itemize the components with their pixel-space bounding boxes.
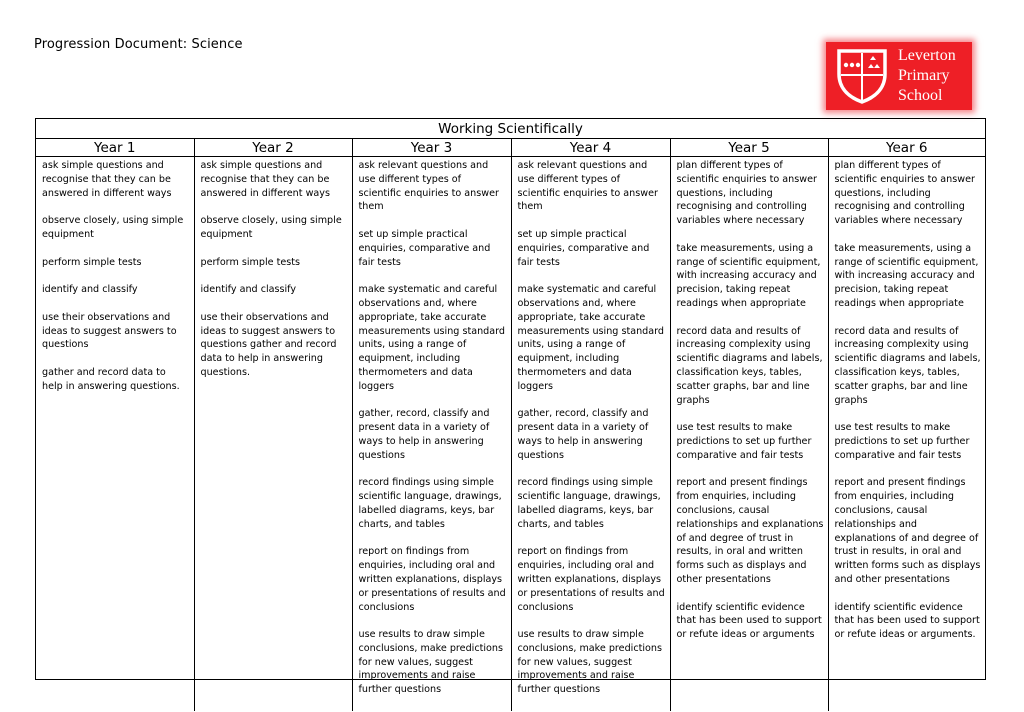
year-header: Year 2 xyxy=(194,139,352,157)
objective-item: use their observations and ideas to suggest answers to questions xyxy=(42,311,177,351)
objective-item: report on findings from enquiries, including oral and written explanations, displays or presentations of results and conclusions xyxy=(358,546,506,613)
year-header: Year 5 xyxy=(670,139,828,157)
year-column xyxy=(511,157,670,711)
logo-text xyxy=(898,46,956,106)
objective-item: gather and record data to help in answering questions. xyxy=(42,366,180,392)
objective-item: use results to draw simple conclusions, make predictions for new values, suggest improvements and raise further questions xyxy=(517,629,662,696)
objective-item: use their observations and ideas to suggest answers to questions gather and record data to help in answering questions. xyxy=(200,311,337,378)
objective-item: identify scientific evidence that has been used to support or refute ideas or arguments. xyxy=(834,601,980,641)
objective-item: report and present findings from enquiries, including conclusions, causal relationships and explanations of and degree of trust in results, in oral and written forms such as displays and other presentations xyxy=(676,477,824,585)
objective-item: identify and classify xyxy=(200,284,297,296)
section-title: Working Scientifically xyxy=(36,119,985,139)
objective-item: take measurements, using a range of scientific equipment, with increasing accuracy and precision, taking repeat readings when appropriate xyxy=(676,242,821,309)
objective-item: record data and results of increasing complexity using scientific diagrams and labels, classification keys, tables, scatter graphs, bar and line graphs xyxy=(676,325,823,406)
year-column xyxy=(194,157,352,711)
objective-item: identify scientific evidence that has been used to support or refute ideas or arguments xyxy=(676,601,822,641)
objective-item: ask simple questions and recognise that they can be answered in different ways xyxy=(200,160,330,199)
objective-item: ask simple questions and recognise that they can be answered in different ways xyxy=(42,160,172,199)
logo-line: Primary xyxy=(898,67,950,84)
objective-item: record findings using simple scientific language, drawings, labelled diagrams, keys, bar charts, and tables xyxy=(358,477,502,530)
objective-item: report on findings from enquiries, including oral and written explanations, displays or presentations of results and conclusions xyxy=(517,546,665,613)
objective-item: plan different types of scientific enquiries to answer questions, including recognising and controlling variables where necessary xyxy=(676,160,817,227)
objective-item: record findings using simple scientific language, drawings, labelled diagrams, keys, bar charts, and tables xyxy=(517,477,661,530)
objective-item: gather, record, classify and present data in a variety of ways to help in answering questions xyxy=(358,408,490,461)
year-header: Year 3 xyxy=(352,139,511,157)
year-header-row xyxy=(36,139,985,157)
objective-item: set up simple practical enquiries, comparative and fair tests xyxy=(517,228,650,268)
objective-item: observe closely, using simple equipment xyxy=(42,215,184,240)
objective-item: report and present findings from enquiries, including conclusions, causal relationships and explanations of and degree of trust in results, in oral and written forms such as displays and other presentations xyxy=(834,477,981,585)
objective-item: use test results to make predictions to set up further comparative and fair tests xyxy=(834,422,970,461)
progression-table xyxy=(35,118,986,696)
objective-item: observe closely, using simple equipment xyxy=(200,215,342,240)
page-title: Progression Document: Science xyxy=(34,37,243,52)
objective-item: set up simple practical enquiries, comparative and fair tests xyxy=(358,228,491,268)
year-header: Year 1 xyxy=(36,139,194,157)
school-shield-icon xyxy=(833,46,891,104)
objective-item: plan different types of scientific enquiries to answer questions, including recognising and controlling variables where necessary xyxy=(834,160,975,227)
objective-item: gather, record, classify and present data in a variety of ways to help in answering questions xyxy=(517,408,649,461)
year-column xyxy=(828,157,985,711)
objective-item: make systematic and careful observations and, where appropriate, take accurate measurements using standard units, using a range of equipment, including thermometers and data loggers xyxy=(358,284,505,392)
logo-line: School xyxy=(898,87,943,104)
objective-item: ask relevant questions and use different types of scientific enquiries to answer them xyxy=(517,160,658,213)
year-header: Year 4 xyxy=(511,139,670,157)
objective-item: ask relevant questions and use different types of scientific enquiries to answer them xyxy=(358,160,499,213)
logo-line: Leverton xyxy=(898,47,956,64)
objective-item: use results to draw simple conclusions, make predictions for new values, suggest improvements and raise further questions xyxy=(358,629,503,696)
year-header: Year 6 xyxy=(828,139,985,157)
objective-item: perform simple tests xyxy=(200,256,300,268)
objective-item: use test results to make predictions to set up further comparative and fair tests xyxy=(676,422,812,461)
year-column xyxy=(36,157,194,711)
objective-item: record data and results of increasing complexity using scientific diagrams and labels, classification keys, tables, scatter graphs, bar and line graphs xyxy=(834,325,981,406)
objective-item: make systematic and careful observations and, where appropriate, take accurate measurements using standard units, using a range of equipment, including thermometers and data loggers xyxy=(517,284,664,392)
objective-item: perform simple tests xyxy=(42,256,142,268)
year-column xyxy=(670,157,828,711)
objective-item: take measurements, using a range of scientific equipment, with increasing accuracy and precision, taking repeat readings when appropriate xyxy=(834,242,979,309)
school-logo xyxy=(826,42,972,110)
year-column xyxy=(352,157,511,711)
content-row xyxy=(36,157,985,711)
objective-item: identify and classify xyxy=(42,284,138,296)
